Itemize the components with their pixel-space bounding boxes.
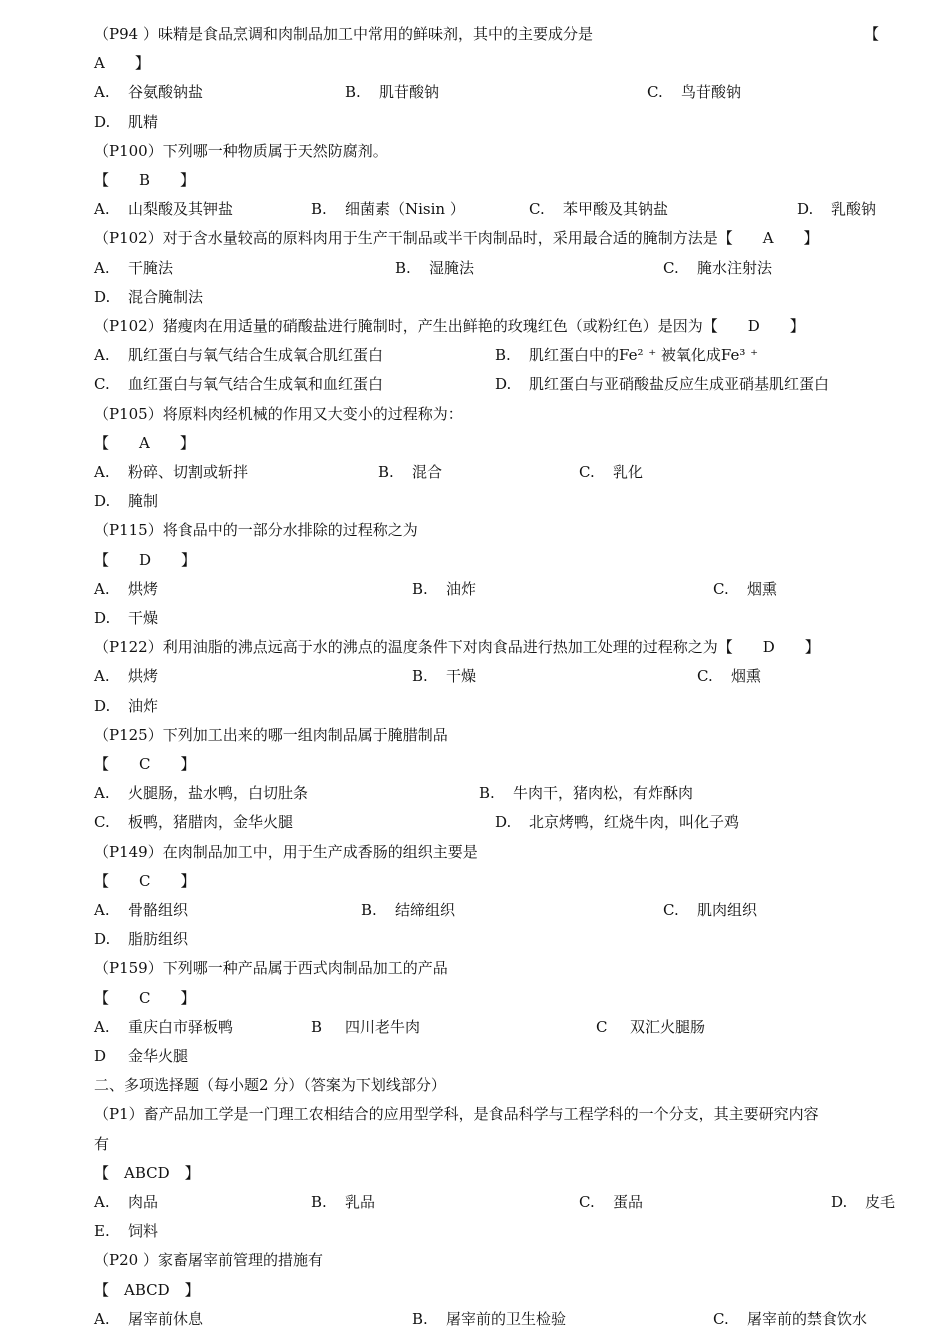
option-letter: C. [663,258,679,277]
option-letter: A. [94,579,110,598]
option-letter: C. [579,463,595,481]
option-text: 双汇火腿肠 [630,1017,706,1036]
question-stem [0,516,950,545]
question-stem [0,224,950,253]
option-text: 板鸭，猪腊肉，金华火腿 [128,813,294,832]
question-stem-text: （P20 ）家畜屠宰前管理的措施有 [94,1251,323,1270]
option-text: 乳酸钠 [831,200,877,219]
answer-bracket-text: 【 ABCD 】 [94,1280,200,1299]
option-text: 屠宰前的卫生检验 [446,1309,567,1328]
option-text: 烟熏 [731,667,762,686]
question-stem-text: （P105）将原料肉经机械的作用又大变小的过程称为： [94,404,463,423]
question-stem [0,20,950,49]
option-row [0,108,950,137]
option-letter: B. [395,258,411,277]
option-text: 山梨酸及其钾盐 [128,200,234,219]
option-row [0,195,950,224]
option-row [0,692,950,721]
answer-bracket-text: 【 C 】 [94,988,196,1007]
option-row [0,662,950,691]
option-row [0,1042,950,1071]
option-row [0,254,950,283]
answer-bracket [0,984,950,1013]
option-letter: D. [94,930,111,949]
option-letter: A. [94,200,110,219]
option-letter: A. [94,667,110,686]
question-stem-text: （P102）猪瘦肉在用适量的硝酸盐进行腌制时，产生出鲜艳的玫瑰红色（或粉红色）是因为【 D 】 [94,317,805,335]
option-letter: C. [647,83,663,102]
option-letter: B. [311,1193,327,1211]
option-row [0,370,950,399]
option-letter: D. [94,609,111,627]
text-line-text: 有 [94,1134,110,1153]
option-text: 蛋品 [613,1193,644,1211]
option-text: 肌精 [128,112,159,131]
option-text: 脂肪组织 [128,930,189,949]
option-letter: C [596,1017,608,1036]
option-row [0,1188,950,1217]
option-text: 牛肉干，猪肉松，有炸酥肉 [513,784,694,803]
question-stem [0,838,950,867]
option-letter: D. [495,375,512,394]
option-text: 饲料 [128,1222,159,1241]
option-text: 湿腌法 [429,258,475,277]
option-letter: B. [495,346,511,365]
option-text: 腌制 [128,492,159,511]
option-letter: B. [412,579,428,598]
option-text: 乳品 [345,1193,376,1211]
option-letter: B [311,1017,323,1036]
option-row [0,458,950,487]
option-text: 肌红蛋白与亚硝酸盐反应生成亚硝基肌红蛋白 [529,375,830,394]
answer-bracket [0,49,950,78]
answer-bracket-text: A 】 [94,54,150,73]
option-letter: C. [697,667,713,686]
question-stem [0,1246,950,1275]
option-text: 油炸 [128,696,159,715]
question-stem-text: （P115）将食品中的一部分水排除的过程称之为 [94,521,418,540]
question-stem [0,400,950,429]
option-row [0,487,950,516]
option-letter: C. [579,1193,595,1211]
option-letter: A. [94,346,110,365]
question-stem-text: （P1）畜产品加工学是一门理工农相结合的应用型学科，是食品科学与工程学科的一个分支，其主要研究内容 [94,1105,819,1124]
option-letter: E. [94,1222,110,1241]
question-stem-text: （P125）下列加工出来的哪一组肉制品属于腌腊制品 [94,725,448,744]
option-text: 烟熏 [747,579,778,598]
section-heading [0,1071,950,1100]
answer-bracket [0,166,950,195]
option-letter: A. [94,1017,110,1036]
answer-bracket-text: 【 ABCD 】 [94,1163,200,1182]
question-stem-text: （P102）对于含水量较高的原料肉用于生产干制品或半干肉制品时，采用最合适的腌制方法是【 A 】 [94,229,819,248]
option-letter: B. [412,667,428,686]
option-text: 鸟苷酸钠 [681,83,742,102]
question-stem [0,721,950,750]
option-letter: B. [361,901,377,919]
answer-bracket [0,1276,950,1305]
option-text: 结缔组织 [395,901,456,919]
answer-bracket [0,867,950,896]
option-text: 屠宰前休息 [128,1309,204,1328]
option-letter: B. [311,200,327,219]
option-text: 烘烤 [128,579,159,598]
option-letter: D [94,1047,107,1065]
option-letter: A. [94,1193,110,1211]
option-letter: D. [797,200,814,219]
option-text: 混合 [412,463,443,481]
answer-bracket [0,429,950,458]
option-text: 干腌法 [128,258,174,277]
option-row [0,341,950,370]
option-text: 肌肉组织 [697,901,758,919]
option-letter: C. [713,1309,729,1328]
option-text: 重庆白市驿板鸭 [128,1017,234,1036]
question-stem-text: （P122）利用油脂的沸点远高于水的沸点的温度条件下对肉食品进行热加工处理的过程称之为【 D 】 [94,638,820,657]
option-letter: A. [94,1309,110,1328]
option-row [0,808,950,837]
option-letter: A. [94,463,110,481]
option-letter: D. [94,112,111,131]
option-text: 肉品 [128,1193,159,1211]
answer-bracket [0,546,950,575]
option-letter: A. [94,258,110,277]
option-row [0,1305,950,1334]
question-stem [0,633,950,662]
option-row [0,604,950,633]
option-text: 烘烤 [128,667,159,686]
option-row [0,779,950,808]
question-stem-text: （P159）下列哪一种产品属于西式肉制品加工的产品 [94,959,448,978]
option-text: 干燥 [128,609,159,627]
option-letter: A. [94,901,110,919]
option-text: 混合腌制法 [128,287,204,306]
option-row [0,283,950,312]
option-letter: C. [663,901,679,919]
question-stem-text: （P100）下列哪一种物质属于天然防腐剂。 [94,141,388,160]
option-letter: A. [94,784,110,803]
option-row [0,78,950,107]
option-text: 皮毛 [865,1193,896,1211]
option-letter: D. [495,813,512,832]
option-text: 血红蛋白与氧气结合生成氧和血红蛋白 [128,375,384,394]
question-stem [0,137,950,166]
option-text: 骨骼组织 [128,901,189,919]
option-letter: D. [94,696,111,715]
option-row [0,925,950,954]
option-text: 乳化 [613,463,644,481]
question-stem [0,954,950,983]
option-letter: D. [94,492,111,511]
option-row [0,575,950,604]
option-text: 粉碎、切割或斩拌 [128,463,249,481]
option-letter: B. [378,463,394,481]
option-letter: B. [479,784,495,803]
option-text: 四川老牛肉 [345,1017,421,1036]
option-letter: A. [94,83,110,102]
question-stem-text: （P94 ）味精是食品烹调和肉制品加工中常用的鲜味剂，其中的主要成分是 [94,25,593,43]
option-text: 腌水注射法 [697,258,773,277]
option-row [0,896,950,925]
option-text: 干燥 [446,667,477,686]
option-text: 油炸 [446,579,477,598]
answer-bracket-text: 【 B 】 [94,171,196,189]
question-stem-text: （P149）在肉制品加工中，用于生产成香肠的组织主要是 [94,842,478,861]
option-row [0,1217,950,1246]
option-letter: B. [412,1309,428,1328]
answer-bracket-text: 【 C 】 [94,871,196,890]
answer-bracket-text: 【 A 】 [94,433,195,452]
option-text: 苯甲酸及其钠盐 [563,200,669,219]
option-text: 肌苷酸钠 [379,83,440,102]
option-text: 金华火腿 [128,1047,189,1065]
answer-bracket [0,750,950,779]
question-stem [0,1100,950,1129]
option-letter: C. [529,200,545,219]
option-text: 屠宰前的禁食饮水 [747,1309,868,1328]
option-text: 肌红蛋白中的Fe² ⁺ 被氧化成Fe³ ⁺ [529,346,759,365]
option-letter: C. [94,375,110,394]
option-letter: C. [94,813,110,832]
option-letter: C. [713,579,729,598]
option-letter: B. [345,83,361,102]
question-stem [0,312,950,341]
option-row [0,1013,950,1042]
option-text: 北京烤鸭，红烧牛肉，叫化子鸡 [529,813,740,832]
answer-bracket-text: 【 C 】 [94,755,196,773]
option-text: 火腿肠，盐水鸭，白切肚条 [128,784,309,803]
section-heading-text: 二、多项选择题（每小题2 分）（答案为下划线部分） [94,1076,446,1095]
option-letter: D. [831,1193,848,1211]
option-text: 细菌素（Nisin ） [345,200,465,219]
answer-bracket-open: 【 [864,25,880,43]
answer-bracket [0,1159,950,1188]
text-line [0,1130,950,1159]
answer-bracket-text: 【 D 】 [94,550,197,569]
option-text: 谷氨酸钠盐 [128,83,204,102]
option-text: 肌红蛋白与氧气结合生成氧合肌红蛋白 [128,346,384,365]
option-letter: D. [94,287,111,306]
